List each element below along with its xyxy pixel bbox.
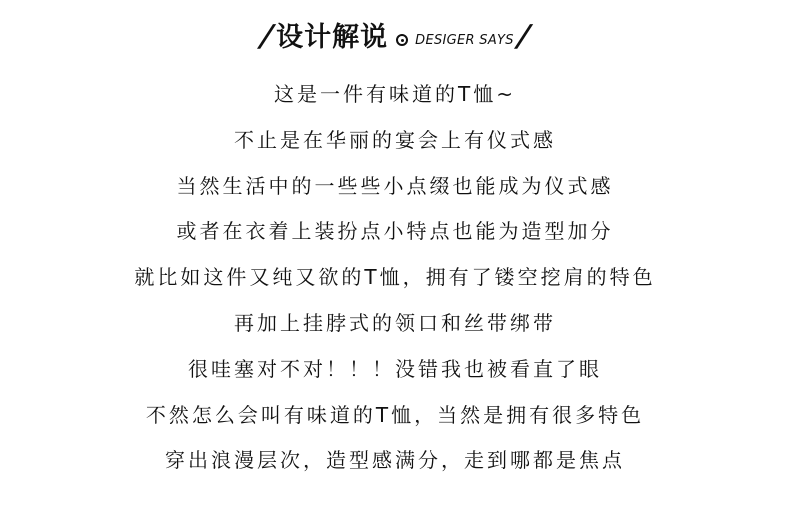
- description-text: [0, 72, 790, 484]
- section-title: 设计解说: [276, 21, 389, 53]
- section-subtitle: DESIGER SAYS: [415, 32, 514, 48]
- left-slash-decoration: /: [258, 19, 275, 54]
- description-line: 再加上挂脖式的领口和丝带绑带: [234, 310, 556, 335]
- description-line: 不然怎么会叫有味道的T恤，当然是拥有很多特色: [145, 402, 645, 427]
- description-line: 不止是在华丽的宴会上有仪式感: [234, 127, 556, 152]
- circle-dot-icon: [396, 34, 408, 46]
- description-line: 就比如这件又纯又欲的T恤，拥有了镂空挖肩的特色: [134, 265, 656, 290]
- description-line: 当然生活中的一些些小点缀也能成为仪式感: [176, 173, 614, 198]
- description-line: 或者在衣着上装扮点小特点也能为造型加分: [176, 219, 614, 244]
- right-slash-decoration: /: [515, 19, 532, 54]
- description-line: 很哇塞对不对！！！没错我也被看直了眼: [188, 356, 602, 381]
- section-header: [0, 14, 790, 60]
- description-line: 穿出浪漫层次，造型感满分，走到哪都是焦点: [165, 448, 625, 473]
- description-line: 这是一件有味道的T恤~: [274, 82, 516, 106]
